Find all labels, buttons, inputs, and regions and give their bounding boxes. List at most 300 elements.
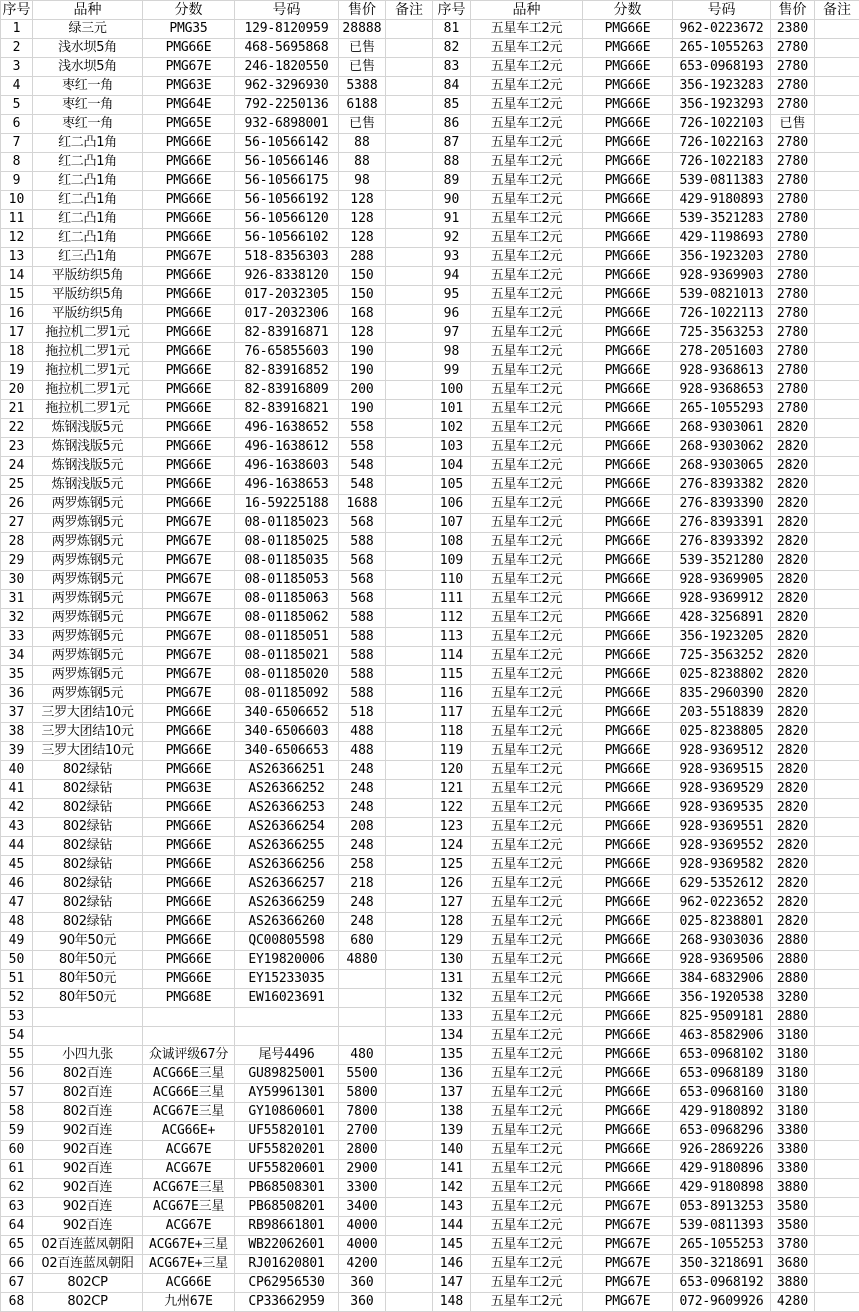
cell-index[interactable]: 87 bbox=[433, 134, 471, 153]
cell-serial[interactable]: 340-6506652 bbox=[235, 704, 339, 723]
cell-index[interactable]: 102 bbox=[433, 419, 471, 438]
cell-serial[interactable] bbox=[235, 1008, 339, 1027]
cell-serial[interactable]: 496-1638612 bbox=[235, 438, 339, 457]
cell-variety[interactable]: 红二凸1角 bbox=[33, 153, 143, 172]
cell-serial[interactable]: 928-9369552 bbox=[673, 837, 771, 856]
cell-variety[interactable]: 平版纺织5角 bbox=[33, 305, 143, 324]
cell-serial[interactable]: EY15233035 bbox=[235, 970, 339, 989]
cell-note[interactable] bbox=[815, 343, 859, 362]
cell-grade[interactable]: PMG66E bbox=[583, 1141, 673, 1160]
cell-price[interactable]: 2880 bbox=[771, 932, 815, 951]
cell-price[interactable]: 150 bbox=[339, 286, 386, 305]
cell-price[interactable]: 3180 bbox=[771, 1084, 815, 1103]
cell-grade[interactable]: PMG66E bbox=[583, 628, 673, 647]
cell-note[interactable] bbox=[386, 115, 433, 134]
cell-note[interactable] bbox=[386, 1084, 433, 1103]
cell-grade[interactable]: PMG66E bbox=[583, 609, 673, 628]
cell-grade[interactable]: PMG66E bbox=[143, 191, 235, 210]
cell-variety[interactable]: 五星车工2元 bbox=[471, 1103, 583, 1122]
cell-grade[interactable]: PMG66E bbox=[143, 799, 235, 818]
cell-note[interactable] bbox=[815, 894, 859, 913]
cell-note[interactable] bbox=[386, 970, 433, 989]
cell-note[interactable] bbox=[386, 647, 433, 666]
cell-note[interactable] bbox=[815, 58, 859, 77]
cell-grade[interactable]: PMG67E bbox=[583, 1217, 673, 1236]
cell-grade[interactable]: ACG67E+三星 bbox=[143, 1255, 235, 1274]
cell-price[interactable]: 2820 bbox=[771, 609, 815, 628]
cell-serial[interactable]: 276-8393382 bbox=[673, 476, 771, 495]
cell-price[interactable]: 2700 bbox=[339, 1122, 386, 1141]
cell-price[interactable]: 2900 bbox=[339, 1160, 386, 1179]
cell-index[interactable]: 32 bbox=[1, 609, 33, 628]
cell-index[interactable]: 86 bbox=[433, 115, 471, 134]
cell-serial[interactable]: GU89825001 bbox=[235, 1065, 339, 1084]
cell-index[interactable]: 136 bbox=[433, 1065, 471, 1084]
cell-serial[interactable]: 08-01185021 bbox=[235, 647, 339, 666]
cell-grade[interactable]: PMG66E bbox=[143, 951, 235, 970]
cell-serial[interactable]: CP33662959 bbox=[235, 1293, 339, 1312]
cell-serial[interactable]: PB68508301 bbox=[235, 1179, 339, 1198]
cell-grade[interactable]: ACG67E三星 bbox=[143, 1103, 235, 1122]
cell-note[interactable] bbox=[815, 609, 859, 628]
cell-serial[interactable]: 265-1055293 bbox=[673, 400, 771, 419]
cell-note[interactable] bbox=[815, 77, 859, 96]
cell-note[interactable] bbox=[386, 20, 433, 39]
cell-serial[interactable]: 265-1055263 bbox=[673, 39, 771, 58]
cell-price[interactable]: 248 bbox=[339, 761, 386, 780]
cell-note[interactable] bbox=[815, 1217, 859, 1236]
header-index[interactable]: 序号 bbox=[2, 2, 31, 18]
cell-grade[interactable]: PMG66E bbox=[143, 267, 235, 286]
cell-variety[interactable]: 五星车工2元 bbox=[471, 799, 583, 818]
cell-note[interactable] bbox=[386, 628, 433, 647]
cell-grade[interactable]: PMG66E bbox=[583, 343, 673, 362]
cell-index[interactable]: 88 bbox=[433, 153, 471, 172]
cell-note[interactable] bbox=[815, 495, 859, 514]
cell-variety[interactable]: 五星车工2元 bbox=[471, 210, 583, 229]
cell-grade[interactable]: ACG67E bbox=[143, 1217, 235, 1236]
cell-serial[interactable]: 82-83916852 bbox=[235, 362, 339, 381]
cell-price[interactable]: 2820 bbox=[771, 742, 815, 761]
cell-note[interactable] bbox=[815, 970, 859, 989]
cell-note[interactable] bbox=[386, 153, 433, 172]
cell-grade[interactable]: PMG66E bbox=[583, 362, 673, 381]
cell-price[interactable]: 1688 bbox=[339, 495, 386, 514]
cell-price[interactable]: 7800 bbox=[339, 1103, 386, 1122]
cell-price[interactable]: 2780 bbox=[771, 172, 815, 191]
cell-price[interactable]: 3300 bbox=[339, 1179, 386, 1198]
cell-index[interactable]: 114 bbox=[433, 647, 471, 666]
cell-variety[interactable]: 两罗炼钢5元 bbox=[33, 666, 143, 685]
cell-note[interactable] bbox=[815, 438, 859, 457]
cell-variety[interactable]: 02百连蓝凤朝阳 bbox=[33, 1236, 143, 1255]
cell-note[interactable] bbox=[386, 77, 433, 96]
cell-serial[interactable]: 539-0821013 bbox=[673, 286, 771, 305]
cell-serial[interactable]: AS26366260 bbox=[235, 913, 339, 932]
cell-serial[interactable]: PB68508201 bbox=[235, 1198, 339, 1217]
cell-index[interactable]: 26 bbox=[1, 495, 33, 514]
cell-serial[interactable]: 129-8120959 bbox=[235, 20, 339, 39]
cell-grade[interactable]: PMG66E bbox=[143, 457, 235, 476]
cell-serial[interactable]: 468-5695868 bbox=[235, 39, 339, 58]
cell-index[interactable]: 8 bbox=[1, 153, 33, 172]
cell-index[interactable]: 140 bbox=[433, 1141, 471, 1160]
cell-grade[interactable]: PMG66E bbox=[583, 134, 673, 153]
cell-variety[interactable]: 平版纺织5角 bbox=[33, 286, 143, 305]
cell-index[interactable]: 37 bbox=[1, 704, 33, 723]
cell-note[interactable] bbox=[386, 1179, 433, 1198]
cell-grade[interactable]: PMG66E bbox=[583, 818, 673, 837]
cell-serial[interactable]: 356-1923203 bbox=[673, 248, 771, 267]
cell-index[interactable]: 9 bbox=[1, 172, 33, 191]
cell-index[interactable]: 112 bbox=[433, 609, 471, 628]
cell-grade[interactable]: 九州67E bbox=[143, 1293, 235, 1312]
cell-note[interactable] bbox=[815, 172, 859, 191]
cell-serial[interactable]: 356-1923283 bbox=[673, 77, 771, 96]
cell-index[interactable]: 109 bbox=[433, 552, 471, 571]
cell-index[interactable]: 13 bbox=[1, 248, 33, 267]
cell-index[interactable]: 62 bbox=[1, 1179, 33, 1198]
cell-price[interactable]: 568 bbox=[339, 571, 386, 590]
cell-price[interactable]: 2800 bbox=[339, 1141, 386, 1160]
cell-note[interactable] bbox=[815, 1084, 859, 1103]
cell-note[interactable] bbox=[386, 476, 433, 495]
cell-serial[interactable]: 792-2250136 bbox=[235, 96, 339, 115]
cell-grade[interactable]: PMG66E bbox=[583, 267, 673, 286]
cell-index[interactable]: 111 bbox=[433, 590, 471, 609]
cell-note[interactable] bbox=[386, 1160, 433, 1179]
cell-grade[interactable]: PMG66E bbox=[583, 647, 673, 666]
cell-serial[interactable]: 384-6832906 bbox=[673, 970, 771, 989]
cell-serial[interactable]: EW16023691 bbox=[235, 989, 339, 1008]
cell-grade[interactable]: ACG67E三星 bbox=[143, 1198, 235, 1217]
cell-price[interactable]: 2820 bbox=[771, 723, 815, 742]
cell-index[interactable]: 61 bbox=[1, 1160, 33, 1179]
cell-note[interactable] bbox=[386, 666, 433, 685]
cell-price[interactable]: 558 bbox=[339, 419, 386, 438]
cell-note[interactable] bbox=[815, 799, 859, 818]
cell-note[interactable] bbox=[815, 400, 859, 419]
cell-serial[interactable]: 356-1920538 bbox=[673, 989, 771, 1008]
cell-note[interactable] bbox=[815, 1160, 859, 1179]
cell-serial[interactable]: 835-2960390 bbox=[673, 685, 771, 704]
cell-variety[interactable]: 802绿钻 bbox=[33, 837, 143, 856]
cell-price[interactable]: 2780 bbox=[771, 267, 815, 286]
cell-grade[interactable]: PMG66E bbox=[583, 495, 673, 514]
cell-grade[interactable]: PMG66E bbox=[583, 457, 673, 476]
cell-serial[interactable]: 56-10566175 bbox=[235, 172, 339, 191]
cell-note[interactable] bbox=[386, 457, 433, 476]
cell-price[interactable]: 2780 bbox=[771, 153, 815, 172]
cell-serial[interactable]: 653-0968189 bbox=[673, 1065, 771, 1084]
cell-price[interactable]: 588 bbox=[339, 533, 386, 552]
cell-grade[interactable]: PMG66E bbox=[583, 419, 673, 438]
cell-price[interactable]: 2820 bbox=[771, 799, 815, 818]
cell-serial[interactable]: 025-8238805 bbox=[673, 723, 771, 742]
cell-note[interactable] bbox=[386, 837, 433, 856]
cell-serial[interactable]: 726-1022183 bbox=[673, 153, 771, 172]
cell-serial[interactable]: AY59961301 bbox=[235, 1084, 339, 1103]
cell-variety[interactable]: 80年50元 bbox=[33, 989, 143, 1008]
cell-price[interactable]: 3180 bbox=[771, 1065, 815, 1084]
cell-serial[interactable]: AS26366257 bbox=[235, 875, 339, 894]
cell-price[interactable]: 518 bbox=[339, 704, 386, 723]
cell-note[interactable] bbox=[815, 723, 859, 742]
cell-grade[interactable]: PMG66E bbox=[583, 571, 673, 590]
cell-serial[interactable]: 56-10566192 bbox=[235, 191, 339, 210]
cell-variety[interactable]: 五星车工2元 bbox=[471, 818, 583, 837]
cell-serial[interactable]: 429-9180893 bbox=[673, 191, 771, 210]
cell-note[interactable] bbox=[815, 989, 859, 1008]
cell-grade[interactable]: PMG66E bbox=[583, 514, 673, 533]
cell-price[interactable]: 2820 bbox=[771, 856, 815, 875]
cell-note[interactable] bbox=[815, 590, 859, 609]
cell-grade[interactable]: PMG66E bbox=[143, 875, 235, 894]
cell-variety[interactable]: 五星车工2元 bbox=[471, 381, 583, 400]
cell-grade[interactable]: PMG67E bbox=[143, 609, 235, 628]
cell-serial[interactable]: 268-9303062 bbox=[673, 438, 771, 457]
cell-index[interactable]: 135 bbox=[433, 1046, 471, 1065]
cell-variety[interactable]: 五星车工2元 bbox=[471, 153, 583, 172]
cell-serial[interactable]: 725-3563253 bbox=[673, 324, 771, 343]
cell-index[interactable]: 59 bbox=[1, 1122, 33, 1141]
cell-note[interactable] bbox=[386, 552, 433, 571]
cell-variety[interactable]: 五星车工2元 bbox=[471, 400, 583, 419]
cell-serial[interactable]: 340-6506603 bbox=[235, 723, 339, 742]
cell-note[interactable] bbox=[815, 1179, 859, 1198]
cell-serial[interactable]: 932-6898001 bbox=[235, 115, 339, 134]
cell-price[interactable]: 190 bbox=[339, 400, 386, 419]
cell-variety[interactable]: 两罗炼钢5元 bbox=[33, 647, 143, 666]
cell-price[interactable]: 2820 bbox=[771, 666, 815, 685]
cell-grade[interactable]: PMG67E bbox=[143, 685, 235, 704]
cell-note[interactable] bbox=[815, 761, 859, 780]
cell-price[interactable]: 480 bbox=[339, 1046, 386, 1065]
cell-variety[interactable]: 五星车工2元 bbox=[471, 58, 583, 77]
cell-grade[interactable]: PMG66E bbox=[583, 96, 673, 115]
cell-price[interactable]: 2820 bbox=[771, 457, 815, 476]
cell-index[interactable]: 128 bbox=[433, 913, 471, 932]
cell-variety[interactable]: 五星车工2元 bbox=[471, 571, 583, 590]
cell-variety[interactable]: 五星车工2元 bbox=[471, 1084, 583, 1103]
cell-grade[interactable]: PMG66E bbox=[583, 875, 673, 894]
cell-grade[interactable]: ACG67E bbox=[143, 1141, 235, 1160]
cell-grade[interactable]: ACG67E三星 bbox=[143, 1179, 235, 1198]
cell-price[interactable]: 3880 bbox=[771, 1179, 815, 1198]
cell-index[interactable]: 98 bbox=[433, 343, 471, 362]
cell-variety[interactable]: 五星车工2元 bbox=[471, 1141, 583, 1160]
cell-variety[interactable]: 三罗大团结10元 bbox=[33, 723, 143, 742]
cell-grade[interactable]: PMG66E bbox=[143, 153, 235, 172]
cell-index[interactable]: 29 bbox=[1, 552, 33, 571]
cell-note[interactable] bbox=[386, 780, 433, 799]
cell-grade[interactable]: PMG66E bbox=[583, 704, 673, 723]
cell-index[interactable]: 126 bbox=[433, 875, 471, 894]
cell-variety[interactable]: 802百连 bbox=[33, 1065, 143, 1084]
cell-index[interactable]: 6 bbox=[1, 115, 33, 134]
cell-note[interactable] bbox=[386, 438, 433, 457]
cell-index[interactable]: 146 bbox=[433, 1255, 471, 1274]
cell-price[interactable]: 2820 bbox=[771, 552, 815, 571]
cell-price[interactable] bbox=[339, 1008, 386, 1027]
cell-variety[interactable]: 五星车工2元 bbox=[471, 533, 583, 552]
cell-price[interactable]: 2780 bbox=[771, 286, 815, 305]
cell-serial[interactable]: 76-65855603 bbox=[235, 343, 339, 362]
cell-note[interactable] bbox=[386, 571, 433, 590]
cell-price[interactable]: 2820 bbox=[771, 419, 815, 438]
cell-grade[interactable]: PMG67E bbox=[143, 647, 235, 666]
cell-index[interactable]: 91 bbox=[433, 210, 471, 229]
cell-index[interactable]: 57 bbox=[1, 1084, 33, 1103]
cell-price[interactable]: 已售 bbox=[339, 39, 386, 58]
cell-serial[interactable]: 276-8393390 bbox=[673, 495, 771, 514]
cell-index[interactable]: 34 bbox=[1, 647, 33, 666]
cell-index[interactable]: 130 bbox=[433, 951, 471, 970]
cell-index[interactable]: 132 bbox=[433, 989, 471, 1008]
cell-serial[interactable]: 928-9369529 bbox=[673, 780, 771, 799]
cell-grade[interactable]: PMG66E bbox=[583, 932, 673, 951]
cell-note[interactable] bbox=[386, 1141, 433, 1160]
cell-variety[interactable]: 枣红一角 bbox=[33, 115, 143, 134]
cell-grade[interactable]: PMG66E bbox=[143, 343, 235, 362]
cell-index[interactable]: 24 bbox=[1, 457, 33, 476]
cell-price[interactable]: 2820 bbox=[771, 571, 815, 590]
cell-grade[interactable]: PMG66E bbox=[583, 286, 673, 305]
cell-index[interactable]: 35 bbox=[1, 666, 33, 685]
cell-price[interactable]: 218 bbox=[339, 875, 386, 894]
cell-price[interactable]: 3280 bbox=[771, 989, 815, 1008]
cell-index[interactable]: 66 bbox=[1, 1255, 33, 1274]
cell-serial[interactable]: 725-3563252 bbox=[673, 647, 771, 666]
cell-price[interactable]: 2780 bbox=[771, 362, 815, 381]
cell-price[interactable] bbox=[339, 970, 386, 989]
cell-variety[interactable]: 炼钢浅版5元 bbox=[33, 438, 143, 457]
cell-grade[interactable]: PMG66E bbox=[583, 1027, 673, 1046]
cell-index[interactable]: 131 bbox=[433, 970, 471, 989]
cell-grade[interactable]: PMG66E bbox=[143, 362, 235, 381]
cell-serial[interactable]: 653-0968193 bbox=[673, 58, 771, 77]
cell-grade[interactable]: PMG66E bbox=[583, 856, 673, 875]
cell-price[interactable]: 568 bbox=[339, 590, 386, 609]
cell-index[interactable]: 2 bbox=[1, 39, 33, 58]
cell-index[interactable]: 120 bbox=[433, 761, 471, 780]
cell-index[interactable]: 7 bbox=[1, 134, 33, 153]
cell-note[interactable] bbox=[815, 704, 859, 723]
cell-index[interactable]: 118 bbox=[433, 723, 471, 742]
cell-price[interactable]: 2880 bbox=[771, 1008, 815, 1027]
cell-grade[interactable]: ACG67E bbox=[143, 1160, 235, 1179]
cell-serial[interactable]: AS26366253 bbox=[235, 799, 339, 818]
cell-note[interactable] bbox=[386, 799, 433, 818]
cell-note[interactable] bbox=[386, 1293, 433, 1312]
cell-price[interactable]: 190 bbox=[339, 343, 386, 362]
cell-price[interactable]: 2380 bbox=[771, 20, 815, 39]
cell-note[interactable] bbox=[815, 932, 859, 951]
cell-grade[interactable]: PMG67E bbox=[143, 248, 235, 267]
cell-grade[interactable]: PMG66E bbox=[143, 210, 235, 229]
cell-index[interactable]: 68 bbox=[1, 1293, 33, 1312]
cell-serial[interactable]: 08-01185025 bbox=[235, 533, 339, 552]
cell-variety[interactable]: 802绿钻 bbox=[33, 761, 143, 780]
cell-index[interactable]: 27 bbox=[1, 514, 33, 533]
cell-serial[interactable]: 268-9303061 bbox=[673, 419, 771, 438]
cell-grade[interactable]: PMG66E bbox=[583, 970, 673, 989]
cell-variety[interactable]: 拖拉机二罗1元 bbox=[33, 400, 143, 419]
cell-note[interactable] bbox=[815, 856, 859, 875]
cell-grade[interactable]: PMG66E bbox=[583, 1122, 673, 1141]
cell-note[interactable] bbox=[386, 343, 433, 362]
cell-note[interactable] bbox=[815, 1027, 859, 1046]
cell-grade[interactable]: PMG66E bbox=[143, 894, 235, 913]
cell-note[interactable] bbox=[815, 115, 859, 134]
cell-price[interactable]: 588 bbox=[339, 609, 386, 628]
cell-note[interactable] bbox=[386, 761, 433, 780]
cell-serial[interactable]: EY19820006 bbox=[235, 951, 339, 970]
cell-price[interactable]: 4880 bbox=[339, 951, 386, 970]
cell-index[interactable]: 127 bbox=[433, 894, 471, 913]
cell-note[interactable] bbox=[815, 780, 859, 799]
cell-index[interactable]: 81 bbox=[433, 20, 471, 39]
cell-variety[interactable]: 五星车工2元 bbox=[471, 39, 583, 58]
cell-index[interactable]: 147 bbox=[433, 1274, 471, 1293]
cell-index[interactable]: 43 bbox=[1, 818, 33, 837]
cell-serial[interactable]: 08-01185035 bbox=[235, 552, 339, 571]
cell-index[interactable]: 55 bbox=[1, 1046, 33, 1065]
cell-variety[interactable]: 80年50元 bbox=[33, 951, 143, 970]
cell-note[interactable] bbox=[386, 172, 433, 191]
cell-serial[interactable]: 926-8338120 bbox=[235, 267, 339, 286]
cell-index[interactable]: 116 bbox=[433, 685, 471, 704]
cell-serial[interactable]: UF55820601 bbox=[235, 1160, 339, 1179]
cell-serial[interactable]: 246-1820550 bbox=[235, 58, 339, 77]
cell-serial[interactable]: 268-9303036 bbox=[673, 932, 771, 951]
cell-index[interactable]: 47 bbox=[1, 894, 33, 913]
cell-note[interactable] bbox=[386, 1008, 433, 1027]
cell-grade[interactable]: PMG66E bbox=[583, 1065, 673, 1084]
cell-variety[interactable]: 802绿钻 bbox=[33, 856, 143, 875]
cell-serial[interactable]: 356-1923205 bbox=[673, 628, 771, 647]
cell-index[interactable]: 97 bbox=[433, 324, 471, 343]
cell-grade[interactable]: PMG66E bbox=[583, 1160, 673, 1179]
cell-serial[interactable]: 429-9180892 bbox=[673, 1103, 771, 1122]
cell-index[interactable]: 39 bbox=[1, 742, 33, 761]
cell-serial[interactable]: 726-1022163 bbox=[673, 134, 771, 153]
cell-price[interactable]: 2780 bbox=[771, 96, 815, 115]
cell-grade[interactable]: PMG66E bbox=[143, 134, 235, 153]
cell-variety[interactable]: 炼钢浅版5元 bbox=[33, 476, 143, 495]
cell-price[interactable]: 2820 bbox=[771, 837, 815, 856]
cell-price[interactable]: 488 bbox=[339, 723, 386, 742]
cell-grade[interactable]: PMG66E bbox=[143, 837, 235, 856]
cell-index[interactable]: 10 bbox=[1, 191, 33, 210]
cell-price[interactable]: 88 bbox=[339, 134, 386, 153]
cell-price[interactable]: 2820 bbox=[771, 761, 815, 780]
cell-variety[interactable]: 红二凸1角 bbox=[33, 210, 143, 229]
cell-variety[interactable]: 枣红一角 bbox=[33, 77, 143, 96]
cell-serial[interactable]: 928-9369506 bbox=[673, 951, 771, 970]
cell-serial[interactable]: 072-9609926 bbox=[673, 1293, 771, 1312]
cell-price[interactable]: 2820 bbox=[771, 438, 815, 457]
cell-price[interactable]: 2780 bbox=[771, 191, 815, 210]
cell-grade[interactable]: PMG66E bbox=[583, 1008, 673, 1027]
cell-serial[interactable]: CP62956530 bbox=[235, 1274, 339, 1293]
cell-variety[interactable]: 五星车工2元 bbox=[471, 419, 583, 438]
cell-grade[interactable]: PMG67E bbox=[583, 1198, 673, 1217]
cell-grade[interactable]: PMG64E bbox=[143, 96, 235, 115]
cell-index[interactable]: 101 bbox=[433, 400, 471, 419]
cell-grade[interactable]: PMG68E bbox=[143, 989, 235, 1008]
cell-index[interactable]: 145 bbox=[433, 1236, 471, 1255]
